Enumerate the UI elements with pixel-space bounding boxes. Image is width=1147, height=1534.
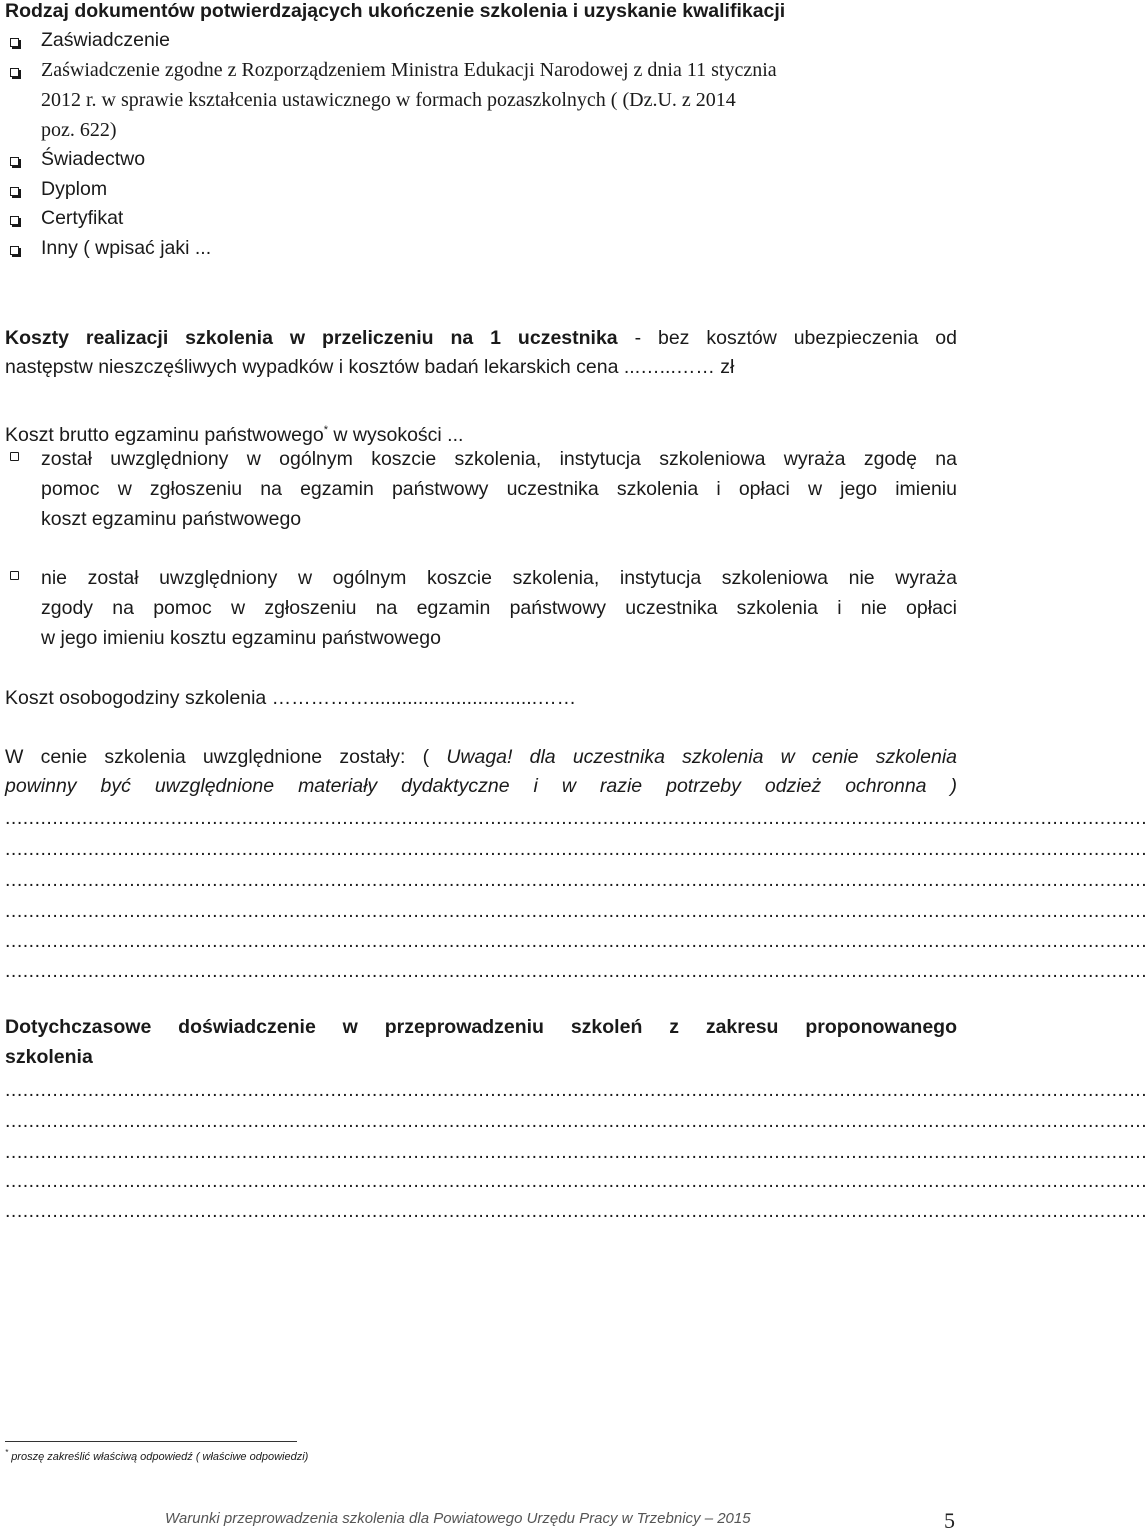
exam-option-2: nie został uwzględniony w ogólnym koszcie szkolenia, instytucja szkoleniowa nie wyraża <box>41 567 957 589</box>
cost-line-1 <box>5 323 957 353</box>
footnote-rule <box>5 1441 297 1442</box>
experience-heading: Dotychczasowe doświadczenie w przeprowadzeniu szkoleń z zakresu proponowanego <box>5 1016 957 1038</box>
option-label: Świadectwo <box>41 148 146 170</box>
checkbox-zaswiadczenie-men[interactable] <box>10 68 19 77</box>
option-label: Certyfikat <box>41 207 124 229</box>
option-label: Zaświadczenie <box>41 29 170 51</box>
section-heading: Rodzaj dokumentów potwierdzających ukończenie szkolenia i uzyskanie kwalifikacji <box>5 0 786 22</box>
option-label: Inny ( wpisać jaki ... <box>41 237 212 259</box>
exam-option-2-cont: zgody na pomoc w zgłoszeniu na egzamin państwowy uczestnika szkolenia i nie opłaci <box>41 597 957 619</box>
hour-cost-field[interactable]: Koszt osobogodziny szkolenia ……………...............................…… <box>5 687 577 709</box>
included-text: W cenie szkolenia uwzględnione zostały: ( <box>5 746 447 768</box>
checkbox-certyfikat[interactable] <box>10 216 19 225</box>
answer-line[interactable]: ................................................................................................................................................................................................. <box>5 1200 1147 1222</box>
footnote-text: proszę zakreślić właściwą odpowiedź ( właściwe odpowiedzi) <box>11 1451 309 1463</box>
option-label-cont: poz. 622) <box>41 119 117 141</box>
option-label: Dyplom <box>41 178 108 200</box>
exam-option-2-cont: w jego imieniu kosztu egzaminu państwowego <box>41 627 441 649</box>
cost-rest: - bez kosztów ubezpieczenia od <box>617 327 958 349</box>
checkbox-swiadectwo[interactable] <box>10 157 19 166</box>
exam-option-1-cont: koszt egzaminu państwowego <box>41 508 302 530</box>
exam-cost-text: Koszt brutto egzaminu państwowego <box>5 424 324 446</box>
answer-line[interactable]: ................................................................................................................................................................................................. <box>5 1110 1147 1132</box>
answer-line[interactable]: ................................................................................................................................................................................................. <box>5 838 1147 860</box>
answer-line[interactable]: ................................................................................................................................................................................................. <box>5 960 1147 982</box>
footnote-star: * <box>323 424 328 436</box>
checkbox-exam-included[interactable] <box>10 452 19 461</box>
exam-cost-amount: w wysokości ... <box>327 424 464 446</box>
page-number: 5 <box>944 1508 955 1533</box>
included-line-1 <box>5 742 957 772</box>
footnote <box>5 1448 308 1463</box>
checkbox-exam-not-included[interactable] <box>10 571 19 580</box>
option-label-cont: 2012 r. w sprawie kształcenia ustawicznego w formach pozaszkolnych ( (Dz.U. z 2014 <box>41 89 736 111</box>
answer-line[interactable]: ................................................................................................................................................................................................. <box>5 930 1147 952</box>
checkbox-dyplom[interactable] <box>10 187 19 196</box>
option-label: Zaświadczenie zgodne z Rozporządzeniem Ministra Edukacji Narodowej z dnia 11 stycznia <box>41 59 777 81</box>
footnote-marker: * <box>5 1448 9 1457</box>
cost-bold: Koszty realizacji szkolenia w przeliczeniu na 1 uczestnika <box>5 327 618 349</box>
experience-heading-cont: szkolenia <box>5 1046 93 1068</box>
answer-line[interactable]: ................................................................................................................................................................................................. <box>5 869 1147 891</box>
answer-line[interactable]: ................................................................................................................................................................................................. <box>5 900 1147 922</box>
included-note: Uwaga! dla uczestnika szkolenia w cenie szkolenia <box>446 746 957 768</box>
included-line-2: powinny być uwzględnione materiały dydaktyczne i w razie potrzeby odzież ochronna ) <box>5 775 957 797</box>
exam-option-1-cont: pomoc w zgłoszeniu na egzamin państwowy uczestnika szkolenia i opłaci w jego imieniu <box>41 478 957 500</box>
answer-line[interactable]: ................................................................................................................................................................................................. <box>5 807 1147 829</box>
page-footer: Warunki przeprowadzenia szkolenia dla Powiatowego Urzędu Pracy w Trzebnicy – 2015 <box>165 1510 751 1527</box>
answer-line[interactable]: ................................................................................................................................................................................................. <box>5 1079 1147 1101</box>
cost-line-2[interactable]: następstw nieszczęśliwych wypadków i kosztów badań lekarskich cena ...…...…… zł <box>5 356 735 378</box>
checkbox-inny[interactable] <box>10 246 19 255</box>
answer-line[interactable]: ................................................................................................................................................................................................. <box>5 1141 1147 1163</box>
checkbox-zaswiadczenie[interactable] <box>10 38 19 47</box>
exam-option-1: został uwzględniony w ogólnym koszcie szkolenia, instytucja szkoleniowa wyraża zgodę na <box>41 448 957 470</box>
answer-line[interactable]: ................................................................................................................................................................................................. <box>5 1170 1147 1192</box>
